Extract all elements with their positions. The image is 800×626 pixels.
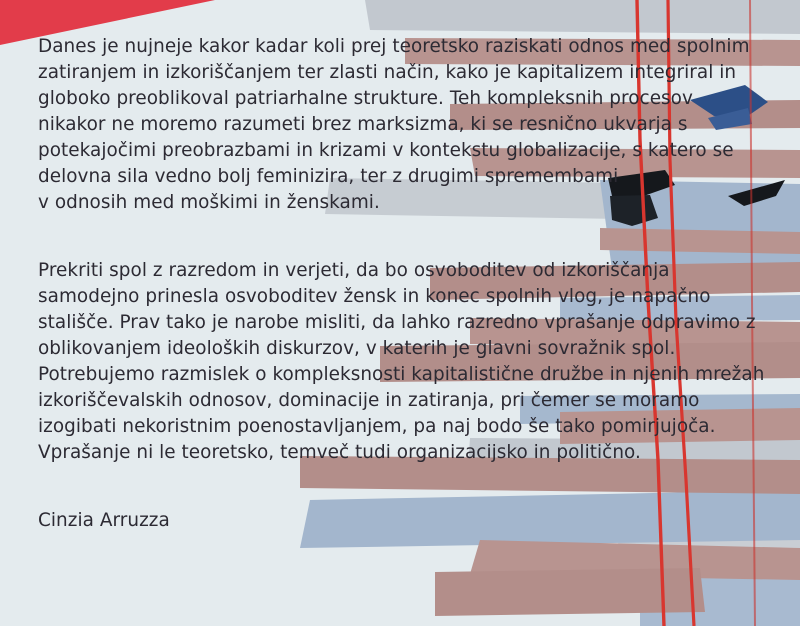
text-line: Potrebujemo razmislek o kompleksnosti kapitalistične družbe in njenih mrežah: [38, 364, 765, 385]
text-line: globoko preoblikoval patriarhalne strukture. Teh kompleksnih procesov: [38, 88, 693, 109]
text-line: delovna sila vedno bolj feminizira, ter z drugimi spremembami: [38, 166, 619, 187]
text-line: Prekriti spol z razredom in verjeti, da bo osvoboditev od izkoriščanja: [38, 260, 670, 281]
text-line: zatiranjem in izkoriščanjem ter zlasti način, kako je kapitalizem integriral in: [38, 62, 737, 83]
text-line: Danes je nujneje kakor kadar koli prej teoretsko raziskati odnos med spolnim: [38, 36, 750, 57]
text-line: potekajočimi preobrazbami in krizami v kontekstu globalizacije, s katero se: [38, 140, 734, 161]
text-line: v odnosih med moškimi in ženskami.: [38, 192, 380, 213]
text-line: oblikovanjem ideoloških diskurzov, v katerih je glavni sovražnik spol.: [38, 338, 676, 359]
author-name: Cinzia Arruzza: [38, 510, 170, 531]
text-line: izkoriščevalskih odnosov, dominacije in zatiranja, pri čemer se moramo: [38, 390, 700, 411]
text-line: stališče. Prav tako je narobe misliti, da lahko razredno vprašanje odpravimo z: [38, 312, 756, 333]
text-line: samodejno prinesla osvoboditev žensk in konec spolnih vlog, je napačno: [38, 286, 711, 307]
text-line: Vprašanje ni le teoretsko, temveč tudi organizacijsko in politično.: [38, 442, 641, 463]
text-line: nikakor ne moremo razumeti brez marksizma, ki se resnično ukvarja s: [38, 114, 688, 135]
text-line: izogibati nekoristnim poenostavljanjem, pa naj bodo še tako pomirjujoča.: [38, 416, 716, 437]
